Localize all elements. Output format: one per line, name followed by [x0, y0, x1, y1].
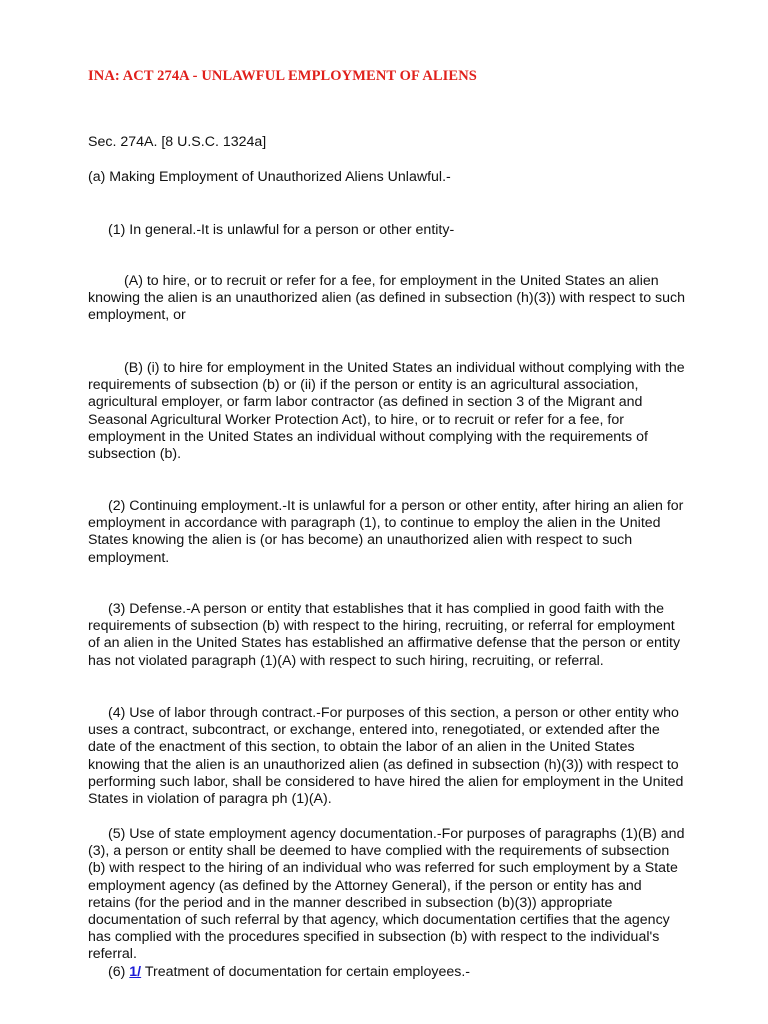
paragraph-4: (4) Use of labor through contract.-For purposes of this section, a person or other entity who uses a contract, subcontract, or exchange, entered into, renegotiated, or extended after the date of the enactment of this section, to obtain the labor of an alien in the United States knowing that the alien is an unauthorized alien (as defined in subsection (h)(3)) with respect to performing such labor, shall be considered to have hired the alien for employment in the United States in violation of paragra ph (1)(A).	[88, 705, 684, 808]
footnote-link[interactable]: 1/	[129, 964, 142, 980]
page-title: INA: ACT 274A - UNLAWFUL EMPLOYMENT OF ALIENS	[88, 68, 477, 84]
paragraph-1b: (B) (i) to hire for employment in the United States an individual without complying with the requirements of subsection (b) or (ii) if the person or entity is an agricultural association, agricultural employer, or farm labor contractor (as defined in section 3 of the Migrant and Seasonal Agricultural Worker Protection Act), to hire, or to recruit or refer for a fee, for employment in the United States an individual without complying with the requirements of subsection (b).	[88, 360, 685, 463]
paragraph-5: (5) Use of state employment agency documentation.-For purposes of paragraphs (1)(B) and (3), a person or entity shall be deemed to have complied with the requirements of subsection (b) with respect to the hiring of an individual who was referred for such employment by a State employment agency (as defined by the Attorney General), if the person or entity has and retains (for the period and in the manner described in subsection (b)(3)) appropriate documentation of such referral by that agency, which documentation certifies that the agency has complied with the procedures specified in subsection (b) with respect to the individual's referral.	[88, 826, 685, 963]
paragraph-1a: (A) to hire, or to recruit or refer for a fee, for employment in the United States an alien knowing the alien is an unauthorized alien (as defined in subsection (h)(3)) with respect to such employment, or	[88, 273, 685, 324]
paragraph-1: (1) In general.-It is unlawful for a person or other entity-	[108, 222, 455, 238]
paragraph-2: (2) Continuing employment.-It is unlawful for a person or other entity, after hiring an alien for employment in accordance with paragraph (1), to continue to employ the alien in the United States knowing the alien is (or has become) an unauthorized alien with respect to such employment.	[88, 498, 684, 566]
paragraph-6-prefix: (6)	[108, 964, 126, 980]
section-header: Sec. 274A. [8 U.S.C. 1324a]	[88, 134, 267, 150]
subsection-a-heading: (a) Making Employment of Unauthorized Aliens Unlawful.-	[88, 169, 451, 185]
paragraph-6	[88, 964, 688, 981]
paragraph-3: (3) Defense.-A person or entity that establishes that it has complied in good faith with the requirements of subsection (b) with respect to the hiring, recruiting, or referral for employment of an alien in the United States has established an affirmative defense that the person or entity has not violated paragraph (1)(A) with respect to such hiring, recruiting, or referral.	[88, 601, 681, 669]
paragraph-6-text: Treatment of documentation for certain employees.-	[144, 964, 470, 980]
